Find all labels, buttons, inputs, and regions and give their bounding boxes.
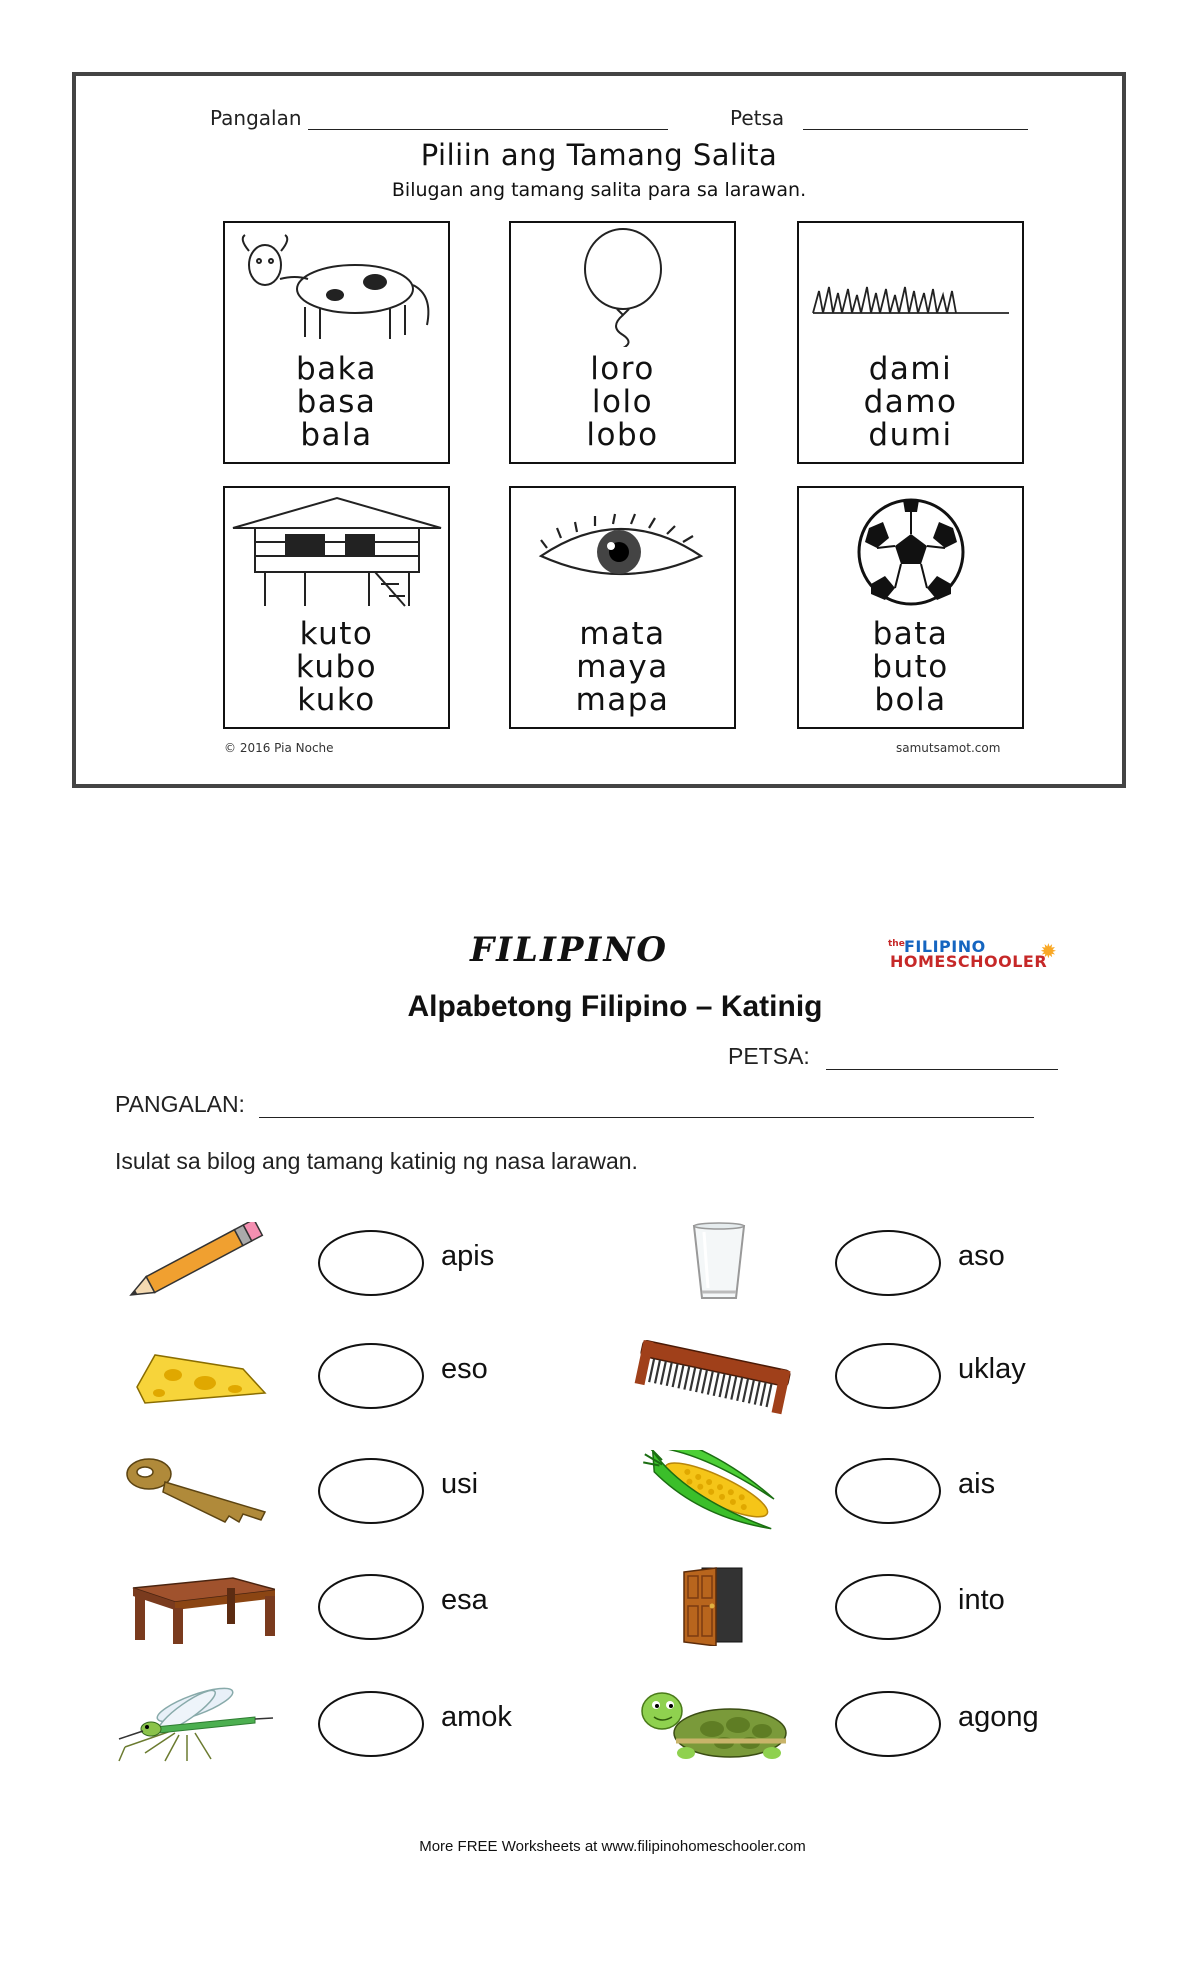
footer: More FREE Worksheets at www.filipinohomeschooler.com: [419, 1838, 806, 1855]
word-list: [225, 353, 448, 452]
logo-line2: HOMESCHOOLER: [890, 952, 1048, 971]
word-list: [799, 353, 1022, 452]
answer-circle[interactable]: [318, 1574, 424, 1640]
card-balloon: [509, 221, 736, 464]
filipino-title: FILIPINO: [470, 930, 669, 970]
word-option[interactable]: dumi: [868, 417, 953, 453]
partial-word: eso: [441, 1353, 488, 1385]
item-row: [115, 1222, 565, 1302]
partial-word: apis: [441, 1240, 495, 1272]
date-label: Petsa: [730, 106, 785, 130]
sun-icon: ✹: [1040, 939, 1057, 963]
word-list: [799, 618, 1022, 717]
item-row: [632, 1222, 1132, 1302]
copyright: © 2016 Pia Noche: [224, 741, 334, 755]
answer-circle[interactable]: [835, 1691, 941, 1757]
name-label: PANGALAN:: [115, 1091, 245, 1117]
answer-circle[interactable]: [318, 1230, 424, 1296]
item-row: [115, 1335, 565, 1415]
word-option[interactable]: mapa: [575, 682, 670, 718]
door-icon: [632, 1566, 792, 1646]
date-blank[interactable]: [803, 129, 1028, 130]
word-option[interactable]: loro: [590, 351, 655, 387]
item-row: [115, 1683, 565, 1763]
table-icon: [115, 1566, 275, 1646]
name-line: [115, 1091, 1034, 1118]
item-row: [632, 1683, 1132, 1763]
name-blank[interactable]: [308, 129, 668, 130]
card-ball: [797, 486, 1024, 729]
website[interactable]: samutsamot.com: [896, 741, 1001, 755]
corn-icon: [632, 1450, 792, 1530]
partial-word: aso: [958, 1240, 1005, 1272]
answer-circle[interactable]: [318, 1458, 424, 1524]
pencil-icon: [115, 1222, 275, 1302]
item-row: [632, 1335, 1132, 1415]
name-line: [210, 106, 668, 130]
answer-circle[interactable]: [835, 1230, 941, 1296]
word-option[interactable]: lolo: [591, 384, 654, 420]
hut-icon: [225, 492, 448, 612]
word-option[interactable]: bala: [300, 417, 373, 453]
card-grass: [797, 221, 1024, 464]
date-line: [730, 106, 1028, 130]
item-row: [632, 1566, 1132, 1646]
word-option[interactable]: dami: [868, 351, 953, 387]
name-label: Pangalan: [210, 106, 302, 130]
worksheet-piliin: [72, 72, 1126, 788]
answer-circle[interactable]: [318, 1691, 424, 1757]
word-option[interactable]: buto: [872, 649, 949, 685]
word-option[interactable]: bata: [872, 616, 949, 652]
word-option[interactable]: kuko: [297, 682, 376, 718]
mosquito-icon: [115, 1683, 275, 1763]
partial-word: esa: [441, 1584, 488, 1616]
word-list: [511, 353, 734, 452]
answer-circle[interactable]: [835, 1343, 941, 1409]
logo-line1: FILIPINO: [904, 937, 986, 956]
worksheet-subtitle: Alpabetong Filipino – Katinig: [407, 990, 823, 1023]
worksheet-title: Piliin ang Tamang Salita: [420, 138, 778, 172]
balloon-icon: [511, 227, 734, 347]
eye-icon: [511, 492, 734, 612]
answer-circle[interactable]: [835, 1458, 941, 1524]
instruction: Isulat sa bilog ang tamang katinig ng nasa larawan.: [115, 1148, 638, 1174]
word-option[interactable]: damo: [863, 384, 958, 420]
word-option[interactable]: baka: [295, 351, 378, 387]
date-line: [728, 1043, 1058, 1070]
word-option[interactable]: lobo: [586, 417, 659, 453]
worksheet-instruction: Bilugan ang tamang salita para sa larawan.: [391, 179, 807, 201]
word-option[interactable]: maya: [576, 649, 669, 685]
comb-icon: [632, 1335, 792, 1415]
word-option[interactable]: mata: [579, 616, 666, 652]
answer-circle[interactable]: [318, 1343, 424, 1409]
name-blank[interactable]: [259, 1117, 1034, 1118]
partial-word: agong: [958, 1701, 1039, 1733]
item-row: [115, 1566, 565, 1646]
answer-circle[interactable]: [835, 1574, 941, 1640]
word-option[interactable]: bola: [874, 682, 947, 718]
cheese-icon: [115, 1335, 275, 1415]
logo-the: the: [888, 939, 905, 949]
grass-icon: [799, 227, 1022, 347]
card-eye: [509, 486, 736, 729]
date-blank[interactable]: [826, 1069, 1058, 1070]
cow-icon: [225, 227, 448, 347]
word-list: [225, 618, 448, 717]
partial-word: amok: [441, 1701, 512, 1733]
homeschooler-logo: [888, 939, 1108, 975]
date-label: PETSA:: [728, 1043, 810, 1069]
turtle-icon: [632, 1683, 792, 1763]
partial-word: into: [958, 1584, 1005, 1616]
item-row: [115, 1450, 565, 1530]
word-option[interactable]: kuto: [299, 616, 374, 652]
glass-icon: [632, 1222, 792, 1302]
partial-word: ais: [958, 1468, 996, 1500]
card-cow: [223, 221, 450, 464]
item-row: [632, 1450, 1132, 1530]
word-list: [511, 618, 734, 717]
soccer-ball-icon: [799, 492, 1022, 612]
key-icon: [115, 1450, 275, 1530]
word-option[interactable]: kubo: [295, 649, 378, 685]
card-hut: [223, 486, 450, 729]
partial-word: usi: [441, 1468, 479, 1500]
word-option[interactable]: basa: [296, 384, 377, 420]
partial-word: uklay: [958, 1353, 1026, 1385]
